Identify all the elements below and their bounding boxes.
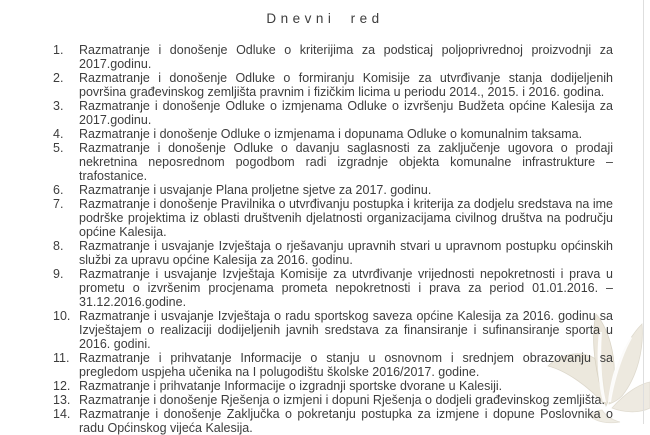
agenda-item-14: Razmatranje i donošenje Zaključka o pokretanju postupka za izmjene i dopune Poslovnika o radu Općinskog vijeća Kalesija.	[79, 407, 613, 435]
agenda-item-2: Razmatranje i donošenje Odluke o formiranju Komisije za utvrđivanje stanja dodijeljenih površina građevinskog zemljišta pravnim i fizičkim licima u periodu 2014., 2015. i 2016. godina.	[79, 71, 613, 99]
agenda-item-3: Razmatranje i donošenje Odluke o izmjenama Odluke o izvršenju Budžeta općine Kalesija za 2017.godinu.	[79, 99, 613, 127]
agenda-item-5: Razmatranje i donošenje Odluke o davanju saglasnosti za zaključenje ugovora o prodaji nekretnina neposrednom pogodbom radi izgradnje objekta komunalne infrastrukture – trafostanice.	[79, 141, 613, 183]
agenda-item-11: Razmatranje i prihvatanje Informacije o stanju u osnovnom i srednjem obrazovanju sa pregledom uspjeha učenika na I polugodištu školske 2016/2017. godine.	[79, 351, 613, 379]
page-edge-line	[643, 0, 644, 424]
agenda-item-6: Razmatranje i usvajanje Plana proljetne sjetve za 2017. godinu.	[79, 183, 432, 197]
agenda-item-4: Razmatranje i donošenje Odluke o izmjenama i dopunama Odluke o komunalnim taksama.	[79, 127, 583, 141]
agenda-item-8: Razmatranje i usvajanje Izvještaja o rješavanju upravnih stvari u upravnom postupku općinskih službi za upravu općine Kalesija za 2016. godinu.	[79, 239, 613, 267]
agenda-item-9: Razmatranje i usvajanje Izvještaja Komisije za utvrđivanje vrijednosti nepokretnosti i prava u prometu o izvršenim procjenama prometa nepokretnosti i prava za period 01.01.2016. – 31.12.2016.godine.	[79, 267, 613, 309]
agenda-item-1: Razmatranje i donošenje Odluke o kriterijima za podsticaj poljoprivrednoj proizvodnji za 2017.godinu.	[79, 43, 613, 71]
agenda-item-12: Razmatranje i prihvatanje Informacije o izgradnji sportske dvorane u Kalesiji.	[79, 379, 503, 393]
agenda-item-13: Razmatranje i donošenje Rješenja o izmjeni i dopuni Rješenja o dodjeli građevinskog zemljišta.	[79, 393, 605, 407]
agenda-item-10: Razmatranje i usvajanje Izvještaja o radu sportskog saveza općine Kalesija za 2016. godinu sa Izvještajem o realizaciji dodijeljenih javnih sredstava za finansiranje i sufinansiranje sporta u 2016. godini.	[79, 309, 613, 351]
agenda-list	[53, 43, 613, 435]
page-title: Dnevni red	[266, 11, 384, 26]
agenda-item-7: Razmatranje i donošenje Pravilnika o utvrđivanju postupka i kriterija za dodjelu sredstava na ime podrške projektima iz oblasti društvenih djelatnosti organizacijama civilnog društva na području općine Kalesija.	[79, 197, 613, 239]
